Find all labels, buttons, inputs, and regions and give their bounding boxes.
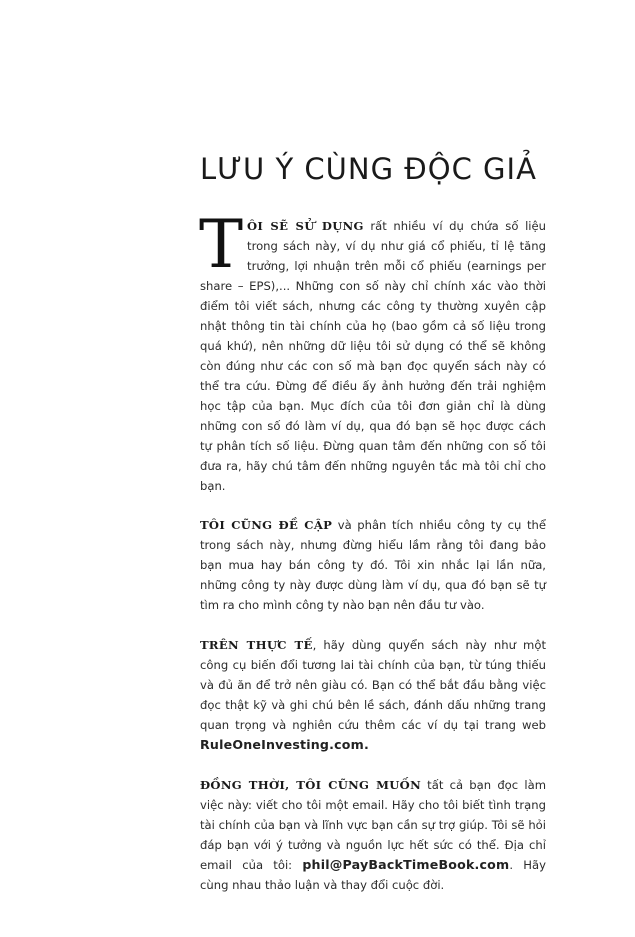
paragraph-3-text: , hãy dùng quyển sách này như một công cụ biến đổi tương lai tài chính của bạn, từ túng thiếu và đủ ăn để trở nên giàu có. Bạn có thể bắt đầu bằng việc đọc thật kỹ và ghi chú bên lề sách, đánh dấu những trang quan trọng và nghiên cứu thêm các ví dụ tại trang web xyxy=(200,638,546,732)
paragraph-4-lead: ĐỒNG THỜI, TÔI CŨNG MUỐN xyxy=(200,778,421,792)
paragraph-3 xyxy=(200,635,546,755)
paragraph-1-lead: ÔI SẼ SỬ DỤNG xyxy=(247,219,364,233)
body-text xyxy=(199,206,546,915)
paragraph-2-text: và phân tích nhiều công ty cụ thể trong sách này, nhưng đừng hiểu lầm rằng tôi đang bảo bạn mua hay bán công ty đó. Tôi xin nhắc lại lần nữa, những công ty này được dùng làm ví dụ, qua đó bạn sẽ tự tìm ra cho mình công ty nào bạn nên đầu tư vào. xyxy=(200,518,546,612)
paragraph-1-text: rất nhiều ví dụ chứa số liệu trong sách này, ví dụ như giá cổ phiếu, tỉ lệ tăng trưởng, lợi nhuận trên mỗi cổ phiếu (earnings per share – EPS),... Những con số này chỉ chính xác vào thời điểm tôi viết sách, nhưng các công ty thường xuyên cập nhật thông tin tài chính của họ (bao gồm cả số liệu trong quá khứ), nên những dữ liệu tôi sử dụng có thể sẽ không còn đúng như các con số mà bạn đọc quyển sách này có thể tra cứu. Đừng để điều ấy ảnh hưởng đến trải nghiệm học tập của bạn. Mục đích của tôi đơn giản chỉ là dùng những con số đó làm ví dụ, qua đó bạn sẽ học được cách tự phân tích số liệu. Đừng quan tâm đến những con số tôi đưa ra, hãy chú tâm đến những nguyên tắc mà tôi chỉ cho bạn. xyxy=(200,219,546,493)
drop-cap: T xyxy=(199,206,244,283)
website-link[interactable]: RuleOneInvesting.com. xyxy=(200,737,369,752)
paragraph-1 xyxy=(199,206,546,496)
paragraph-4-text: tất cả bạn đọc làm việc này: viết cho tôi một email. Hãy cho tôi biết tình trạng tài chính của bạn và lĩnh vực bạn cần sự trợ giúp. Tôi sẽ hỏi đáp bạn với ý tưởng và nguồn lực hết sức có thể. Địa chỉ email của tôi: xyxy=(200,778,546,872)
paragraph-4-text-after: . Hãy cùng nhau thảo luận và thay đổi cuộc đời. xyxy=(200,858,546,892)
paragraph-2 xyxy=(200,515,546,615)
email-link[interactable]: phil@PayBackTimeBook.com xyxy=(302,857,510,872)
paragraph-4 xyxy=(200,775,546,895)
paragraph-3-lead: TRÊN THỰC TẾ xyxy=(200,638,313,652)
page-title: LƯU Ý CÙNG ĐỘC GIẢ xyxy=(200,152,537,186)
paragraph-2-lead: TÔI CŨNG ĐỀ CẬP xyxy=(200,518,333,532)
